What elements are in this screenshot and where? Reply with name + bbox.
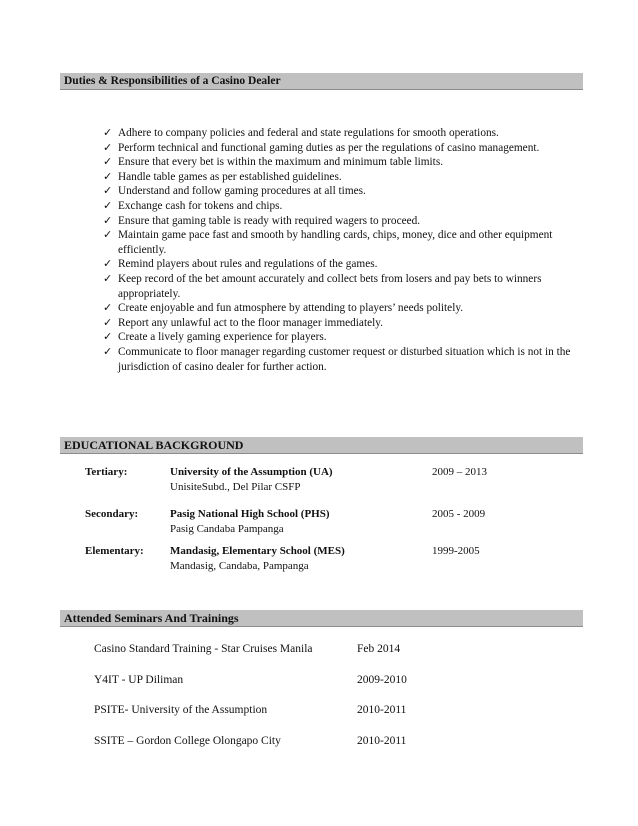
seminars-section-heading: Attended Seminars And Trainings: [60, 610, 583, 627]
seminar-date: 2010-2011: [357, 735, 407, 747]
duties-section-heading: Duties & Responsibilities of a Casino Dealer: [60, 73, 583, 90]
duty-text: Communicate to floor manager regarding customer request or disturbed situation which is not in the jurisdiction of casino dealer for further action.: [118, 345, 571, 373]
school-address: Pasig Candaba Pampanga: [170, 523, 284, 535]
school-years: 2009 – 2013: [432, 466, 487, 478]
education-level: Elementary:: [85, 545, 144, 557]
seminar-name: PSITE- University of the Assumption: [94, 704, 268, 716]
school-address: Mandasig, Candaba, Pampanga: [170, 560, 309, 572]
checkmark-icon: ✓: [103, 155, 113, 169]
seminar-date: 2010-2011: [357, 704, 407, 716]
list-item: [103, 316, 573, 331]
list-item: [103, 272, 573, 301]
duty-text: Ensure that every bet is within the maximum and minimum table limits.: [118, 156, 444, 169]
seminar-date: 2009-2010: [357, 674, 407, 686]
checkmark-icon: ✓: [103, 344, 113, 358]
checkmark-icon: ✓: [103, 140, 113, 154]
duty-text: Ensure that gaming table is ready with required wagers to proceed.: [118, 214, 421, 227]
checkmark-icon: ✓: [103, 271, 113, 285]
list-item: [103, 214, 573, 229]
education-level: Tertiary:: [85, 466, 128, 478]
checkmark-icon: ✓: [103, 169, 113, 183]
seminar-name: SSITE – Gordon College Olongapo City: [94, 735, 281, 747]
duty-text: Maintain game pace fast and smooth by handling cards, chips, money, dice and other equipment efficiently.: [118, 229, 553, 256]
list-item: [103, 257, 573, 272]
duty-text: Create a lively gaming experience for players.: [118, 331, 327, 344]
school-years: 1999-2005: [432, 545, 480, 557]
duty-text: Handle table games as per established guidelines.: [118, 170, 342, 183]
list-item: [103, 155, 573, 170]
seminar-name: Casino Standard Training - Star Cruises Manila: [94, 643, 313, 655]
education-level: Secondary:: [85, 508, 139, 520]
list-item: [103, 330, 573, 345]
list-item: [103, 345, 573, 374]
list-item: [103, 126, 573, 141]
checkmark-icon: ✓: [103, 213, 113, 227]
list-item: [103, 301, 573, 316]
list-item: [103, 228, 573, 257]
checkmark-icon: ✓: [103, 126, 113, 139]
duty-text: Perform technical and functional gaming duties as per the regulations of casino management.: [118, 141, 540, 154]
duty-text: Keep record of the bet amount accurately and collect bets from losers and pay bets to winners appropriately.: [118, 272, 542, 300]
seminar-name: Y4IT - UP Diliman: [94, 674, 184, 686]
checkmark-icon: ✓: [103, 257, 113, 271]
duty-text: Exchange cash for tokens and chips.: [118, 199, 283, 212]
duty-text: Report any unlawful act to the floor manager immediately.: [118, 316, 383, 329]
list-item: [103, 199, 573, 214]
education-section-heading: EDUCATIONAL BACKGROUND: [60, 437, 583, 454]
duties-list: [103, 126, 573, 374]
checkmark-icon: ✓: [103, 184, 113, 198]
school-name: Pasig National High School (PHS): [170, 508, 330, 520]
checkmark-icon: ✓: [103, 315, 113, 329]
duty-text: Create enjoyable and fun atmosphere by attending to players’ needs politely.: [118, 302, 464, 315]
school-name: Mandasig, Elementary School (MES): [170, 545, 345, 557]
duty-text: Adhere to company policies and federal and state regulations for smooth operations.: [118, 127, 499, 139]
checkmark-icon: ✓: [103, 301, 113, 315]
checkmark-icon: ✓: [103, 198, 113, 212]
duty-text: Remind players about rules and regulations of the games.: [118, 258, 378, 271]
duty-text: Understand and follow gaming procedures at all times.: [118, 185, 366, 198]
school-years: 2005 - 2009: [432, 508, 486, 520]
checkmark-icon: ✓: [103, 330, 113, 344]
list-item: [103, 184, 573, 199]
seminar-date: Feb 2014: [357, 643, 401, 655]
list-item: [103, 170, 573, 185]
school-address: UnisiteSubd., Del Pilar CSFP: [170, 481, 301, 493]
list-item: [103, 141, 573, 156]
school-name: University of the Assumption (UA): [170, 466, 333, 478]
checkmark-icon: ✓: [103, 228, 113, 242]
